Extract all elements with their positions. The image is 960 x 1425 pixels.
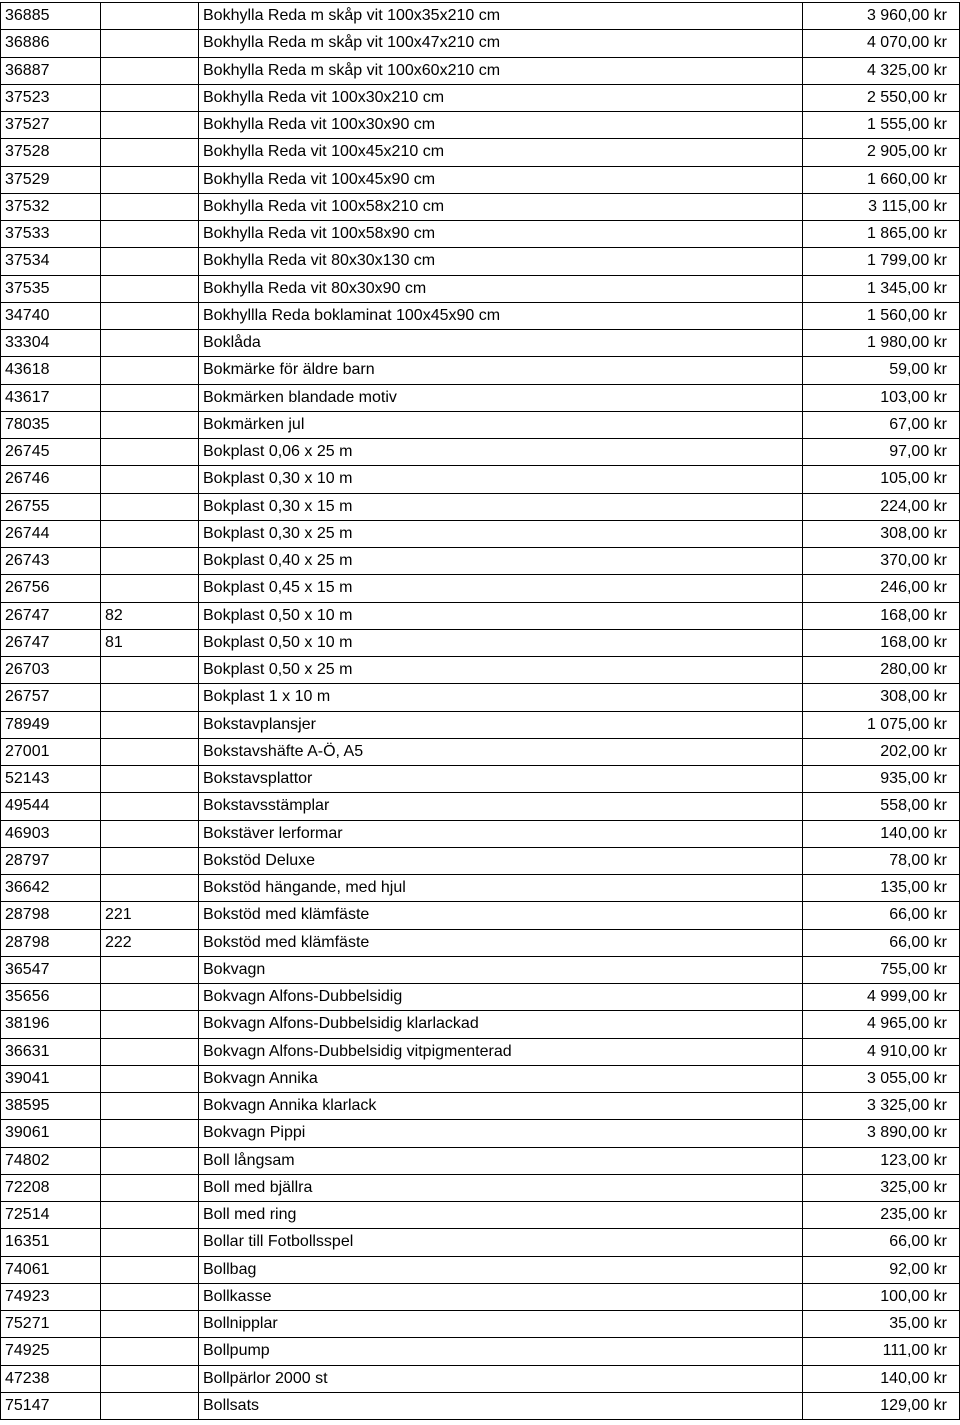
product-name-cell: Bokstavsstämplar <box>199 793 803 820</box>
product-name-cell: Bokstavsplattor <box>199 766 803 793</box>
price-cell: 325,00 kr <box>803 1174 960 1201</box>
table-row <box>1 493 960 520</box>
product-name-cell: Boll med ring <box>199 1202 803 1229</box>
price-cell: 78,00 kr <box>803 847 960 874</box>
product-name-cell: Bokvagn Annika <box>199 1065 803 1092</box>
variant-cell <box>101 221 199 248</box>
product-name-cell: Bokmärken blandade motiv <box>199 384 803 411</box>
price-cell: 4 910,00 kr <box>803 1038 960 1065</box>
price-cell: 103,00 kr <box>803 384 960 411</box>
article-number-cell: 43618 <box>1 357 101 384</box>
article-number-cell: 37533 <box>1 221 101 248</box>
product-name-cell: Bokstöd med klämfäste <box>199 902 803 929</box>
table-row <box>1 738 960 765</box>
product-name-cell: Bokhylla Reda vit 100x30x210 cm <box>199 84 803 111</box>
product-name-cell: Bokvagn Alfons-Dubbelsidig vitpigmenterad <box>199 1038 803 1065</box>
article-number-cell: 78035 <box>1 411 101 438</box>
price-cell: 1 560,00 kr <box>803 302 960 329</box>
product-name-cell: Bollpärlor 2000 st <box>199 1365 803 1392</box>
price-cell: 2 905,00 kr <box>803 139 960 166</box>
price-cell: 235,00 kr <box>803 1202 960 1229</box>
price-cell: 168,00 kr <box>803 602 960 629</box>
article-number-cell: 27001 <box>1 738 101 765</box>
variant-cell <box>101 248 199 275</box>
product-name-cell: Bokhylla Reda vit 80x30x130 cm <box>199 248 803 275</box>
product-name-cell: Bokhylla Reda m skåp vit 100x47x210 cm <box>199 30 803 57</box>
table-row <box>1 711 960 738</box>
variant-cell <box>101 1365 199 1392</box>
variant-cell <box>101 1011 199 1038</box>
article-number-cell: 39041 <box>1 1065 101 1092</box>
product-name-cell: Bollsats <box>199 1392 803 1419</box>
variant-cell <box>101 657 199 684</box>
variant-cell <box>101 1147 199 1174</box>
variant-cell: 221 <box>101 902 199 929</box>
variant-cell <box>101 1283 199 1310</box>
article-number-cell: 75147 <box>1 1392 101 1419</box>
variant-cell: 82 <box>101 602 199 629</box>
table-row <box>1 84 960 111</box>
price-cell: 4 325,00 kr <box>803 57 960 84</box>
price-cell: 1 345,00 kr <box>803 275 960 302</box>
price-cell: 2 550,00 kr <box>803 84 960 111</box>
table-row <box>1 956 960 983</box>
article-number-cell: 37532 <box>1 193 101 220</box>
variant-cell <box>101 548 199 575</box>
table-row <box>1 1120 960 1147</box>
article-number-cell: 36887 <box>1 57 101 84</box>
product-name-cell: Bokstäver lerformar <box>199 820 803 847</box>
price-cell: 35,00 kr <box>803 1311 960 1338</box>
product-name-cell: Bokvagn Annika klarlack <box>199 1093 803 1120</box>
price-cell: 97,00 kr <box>803 439 960 466</box>
article-number-cell: 37535 <box>1 275 101 302</box>
variant-cell <box>101 384 199 411</box>
product-name-cell: Bokhylla Reda vit 100x45x90 cm <box>199 166 803 193</box>
article-number-cell: 26703 <box>1 657 101 684</box>
article-number-cell: 37534 <box>1 248 101 275</box>
table-row <box>1 766 960 793</box>
product-name-cell: Bokplast 0,50 x 10 m <box>199 629 803 656</box>
table-row <box>1 357 960 384</box>
price-cell: 308,00 kr <box>803 684 960 711</box>
article-number-cell: 36631 <box>1 1038 101 1065</box>
variant-cell <box>101 875 199 902</box>
table-row <box>1 1311 960 1338</box>
table-row <box>1 1338 960 1365</box>
article-number-cell: 28798 <box>1 902 101 929</box>
price-cell: 140,00 kr <box>803 1365 960 1392</box>
variant-cell <box>101 793 199 820</box>
article-number-cell: 28797 <box>1 847 101 874</box>
article-number-cell: 16351 <box>1 1229 101 1256</box>
variant-cell <box>101 411 199 438</box>
product-name-cell: Bokplast 0,40 x 25 m <box>199 548 803 575</box>
variant-cell: 222 <box>101 929 199 956</box>
product-name-cell: Bollar till Fotbollsspel <box>199 1229 803 1256</box>
article-number-cell: 39061 <box>1 1120 101 1147</box>
article-number-cell: 74925 <box>1 1338 101 1365</box>
article-number-cell: 72208 <box>1 1174 101 1201</box>
variant-cell <box>101 30 199 57</box>
price-cell: 224,00 kr <box>803 493 960 520</box>
variant-cell <box>101 711 199 738</box>
variant-cell <box>101 1093 199 1120</box>
product-name-cell: Boklåda <box>199 330 803 357</box>
article-number-cell: 47238 <box>1 1365 101 1392</box>
article-number-cell: 28798 <box>1 929 101 956</box>
table-row <box>1 1011 960 1038</box>
price-cell: 3 055,00 kr <box>803 1065 960 1092</box>
product-name-cell: Bokstöd hängande, med hjul <box>199 875 803 902</box>
article-number-cell: 74802 <box>1 1147 101 1174</box>
article-number-cell: 74923 <box>1 1283 101 1310</box>
variant-cell <box>101 357 199 384</box>
variant-cell <box>101 820 199 847</box>
article-number-cell: 36642 <box>1 875 101 902</box>
table-row <box>1 302 960 329</box>
product-name-cell: Bokhyllla Reda boklaminat 100x45x90 cm <box>199 302 803 329</box>
table-row <box>1 1229 960 1256</box>
variant-cell <box>101 1038 199 1065</box>
table-row <box>1 1202 960 1229</box>
product-name-cell: Bokvagn Alfons-Dubbelsidig klarlackad <box>199 1011 803 1038</box>
table-row <box>1 193 960 220</box>
table-row <box>1 1392 960 1419</box>
article-number-cell: 36547 <box>1 956 101 983</box>
price-cell: 66,00 kr <box>803 902 960 929</box>
product-name-cell: Bokstavshäfte A-Ö, A5 <box>199 738 803 765</box>
price-cell: 66,00 kr <box>803 1229 960 1256</box>
product-name-cell: Bokstöd med klämfäste <box>199 929 803 956</box>
table-row <box>1 1283 960 1310</box>
product-name-cell: Bokplast 0,06 x 25 m <box>199 439 803 466</box>
article-number-cell: 26746 <box>1 466 101 493</box>
product-name-cell: Bollbag <box>199 1256 803 1283</box>
price-cell: 67,00 kr <box>803 411 960 438</box>
variant-cell <box>101 112 199 139</box>
price-cell: 3 960,00 kr <box>803 3 960 30</box>
table-row <box>1 330 960 357</box>
price-cell: 111,00 kr <box>803 1338 960 1365</box>
variant-cell <box>101 575 199 602</box>
table-row <box>1 602 960 629</box>
variant-cell <box>101 1174 199 1201</box>
article-number-cell: 72514 <box>1 1202 101 1229</box>
table-row <box>1 221 960 248</box>
table-row <box>1 1365 960 1392</box>
price-cell: 3 115,00 kr <box>803 193 960 220</box>
price-cell: 92,00 kr <box>803 1256 960 1283</box>
article-number-cell: 43617 <box>1 384 101 411</box>
article-number-cell: 49544 <box>1 793 101 820</box>
price-cell: 1 555,00 kr <box>803 112 960 139</box>
variant-cell <box>101 766 199 793</box>
table-row <box>1 166 960 193</box>
product-name-cell: Bokvagn <box>199 956 803 983</box>
variant-cell <box>101 139 199 166</box>
table-row <box>1 275 960 302</box>
product-name-cell: Bokplast 0,30 x 15 m <box>199 493 803 520</box>
article-number-cell: 35656 <box>1 984 101 1011</box>
price-cell: 4 999,00 kr <box>803 984 960 1011</box>
article-number-cell: 37527 <box>1 112 101 139</box>
article-number-cell: 36886 <box>1 30 101 57</box>
price-cell: 755,00 kr <box>803 956 960 983</box>
article-number-cell: 52143 <box>1 766 101 793</box>
table-row <box>1 820 960 847</box>
table-row <box>1 3 960 30</box>
variant-cell <box>101 193 199 220</box>
table-row <box>1 384 960 411</box>
product-name-cell: Bokhylla Reda m skåp vit 100x35x210 cm <box>199 3 803 30</box>
variant-cell <box>101 847 199 874</box>
table-row <box>1 1147 960 1174</box>
variant-cell <box>101 1311 199 1338</box>
article-number-cell: 75271 <box>1 1311 101 1338</box>
article-number-cell: 26744 <box>1 520 101 547</box>
article-number-cell: 38595 <box>1 1093 101 1120</box>
product-name-cell: Bokvagn Pippi <box>199 1120 803 1147</box>
price-cell: 370,00 kr <box>803 548 960 575</box>
table-row <box>1 984 960 1011</box>
variant-cell <box>101 1202 199 1229</box>
product-name-cell: Bokplast 0,45 x 15 m <box>199 575 803 602</box>
table-row <box>1 466 960 493</box>
price-cell: 1 980,00 kr <box>803 330 960 357</box>
article-number-cell: 26745 <box>1 439 101 466</box>
price-cell: 1 865,00 kr <box>803 221 960 248</box>
table-row <box>1 411 960 438</box>
article-number-cell: 78949 <box>1 711 101 738</box>
price-cell: 1 799,00 kr <box>803 248 960 275</box>
table-row <box>1 139 960 166</box>
variant-cell <box>101 1229 199 1256</box>
variant-cell <box>101 1065 199 1092</box>
article-number-cell: 34740 <box>1 302 101 329</box>
variant-cell <box>101 466 199 493</box>
product-name-cell: Bokstöd Deluxe <box>199 847 803 874</box>
variant-cell <box>101 3 199 30</box>
product-name-cell: Bollkasse <box>199 1283 803 1310</box>
variant-cell <box>101 493 199 520</box>
article-number-cell: 46903 <box>1 820 101 847</box>
table-row <box>1 248 960 275</box>
variant-cell <box>101 1338 199 1365</box>
article-number-cell: 74061 <box>1 1256 101 1283</box>
product-name-cell: Bokplast 1 x 10 m <box>199 684 803 711</box>
price-cell: 246,00 kr <box>803 575 960 602</box>
article-number-cell: 26756 <box>1 575 101 602</box>
price-cell: 3 325,00 kr <box>803 1093 960 1120</box>
variant-cell <box>101 984 199 1011</box>
table-row <box>1 57 960 84</box>
table-row <box>1 629 960 656</box>
product-name-cell: Bokplast 0,30 x 10 m <box>199 466 803 493</box>
table-row <box>1 1174 960 1201</box>
product-name-cell: Bokvagn Alfons-Dubbelsidig <box>199 984 803 1011</box>
variant-cell <box>101 439 199 466</box>
variant-cell <box>101 166 199 193</box>
price-cell: 66,00 kr <box>803 929 960 956</box>
product-name-cell: Bokmärke för äldre barn <box>199 357 803 384</box>
article-number-cell: 36885 <box>1 3 101 30</box>
variant-cell <box>101 330 199 357</box>
price-cell: 140,00 kr <box>803 820 960 847</box>
variant-cell <box>101 1392 199 1419</box>
variant-cell <box>101 302 199 329</box>
variant-cell <box>101 738 199 765</box>
product-name-cell: Bokhylla Reda vit 100x45x210 cm <box>199 139 803 166</box>
price-cell: 1 660,00 kr <box>803 166 960 193</box>
price-cell: 202,00 kr <box>803 738 960 765</box>
price-cell: 59,00 kr <box>803 357 960 384</box>
table-row <box>1 112 960 139</box>
price-cell: 100,00 kr <box>803 1283 960 1310</box>
product-name-cell: Bollpump <box>199 1338 803 1365</box>
table-row <box>1 439 960 466</box>
variant-cell <box>101 1256 199 1283</box>
table-row <box>1 657 960 684</box>
article-number-cell: 26755 <box>1 493 101 520</box>
variant-cell <box>101 956 199 983</box>
product-name-cell: Bokplast 0,30 x 25 m <box>199 520 803 547</box>
price-cell: 105,00 kr <box>803 466 960 493</box>
table-row <box>1 1038 960 1065</box>
product-name-cell: Bokhylla Reda vit 100x58x210 cm <box>199 193 803 220</box>
price-cell: 123,00 kr <box>803 1147 960 1174</box>
product-name-cell: Bokmärken jul <box>199 411 803 438</box>
price-cell: 3 890,00 kr <box>803 1120 960 1147</box>
price-cell: 558,00 kr <box>803 793 960 820</box>
variant-cell <box>101 84 199 111</box>
article-number-cell: 33304 <box>1 330 101 357</box>
price-cell: 129,00 kr <box>803 1392 960 1419</box>
product-name-cell: Boll med bjällra <box>199 1174 803 1201</box>
price-cell: 168,00 kr <box>803 629 960 656</box>
table-row <box>1 684 960 711</box>
table-row <box>1 1065 960 1092</box>
variant-cell <box>101 57 199 84</box>
table-row <box>1 548 960 575</box>
table-row <box>1 575 960 602</box>
price-cell: 280,00 kr <box>803 657 960 684</box>
product-name-cell: Bokplast 0,50 x 10 m <box>199 602 803 629</box>
product-name-cell: Bollnipplar <box>199 1311 803 1338</box>
variant-cell <box>101 275 199 302</box>
variant-cell <box>101 520 199 547</box>
product-name-cell: Boll långsam <box>199 1147 803 1174</box>
product-name-cell: Bokhylla Reda m skåp vit 100x60x210 cm <box>199 57 803 84</box>
product-name-cell: Bokhylla Reda vit 80x30x90 cm <box>199 275 803 302</box>
product-name-cell: Bokplast 0,50 x 25 m <box>199 657 803 684</box>
price-cell: 135,00 kr <box>803 875 960 902</box>
variant-cell <box>101 684 199 711</box>
table-row <box>1 929 960 956</box>
table-row <box>1 1093 960 1120</box>
article-number-cell: 37528 <box>1 139 101 166</box>
variant-cell: 81 <box>101 629 199 656</box>
table-row <box>1 520 960 547</box>
article-number-cell: 38196 <box>1 1011 101 1038</box>
price-cell: 308,00 kr <box>803 520 960 547</box>
article-number-cell: 37523 <box>1 84 101 111</box>
table-row <box>1 793 960 820</box>
price-cell: 4 965,00 kr <box>803 1011 960 1038</box>
table-row <box>1 847 960 874</box>
table-row <box>1 30 960 57</box>
product-name-cell: Bokhylla Reda vit 100x30x90 cm <box>199 112 803 139</box>
variant-cell <box>101 1120 199 1147</box>
price-list-body <box>1 3 960 1420</box>
table-row <box>1 1256 960 1283</box>
product-name-cell: Bokstavplansjer <box>199 711 803 738</box>
price-cell: 1 075,00 kr <box>803 711 960 738</box>
table-row <box>1 875 960 902</box>
article-number-cell: 26743 <box>1 548 101 575</box>
article-number-cell: 26757 <box>1 684 101 711</box>
article-number-cell: 26747 <box>1 602 101 629</box>
article-number-cell: 37529 <box>1 166 101 193</box>
price-cell: 935,00 kr <box>803 766 960 793</box>
table-row <box>1 902 960 929</box>
price-cell: 4 070,00 kr <box>803 30 960 57</box>
price-list-table <box>0 2 960 1420</box>
article-number-cell: 26747 <box>1 629 101 656</box>
product-name-cell: Bokhylla Reda vit 100x58x90 cm <box>199 221 803 248</box>
